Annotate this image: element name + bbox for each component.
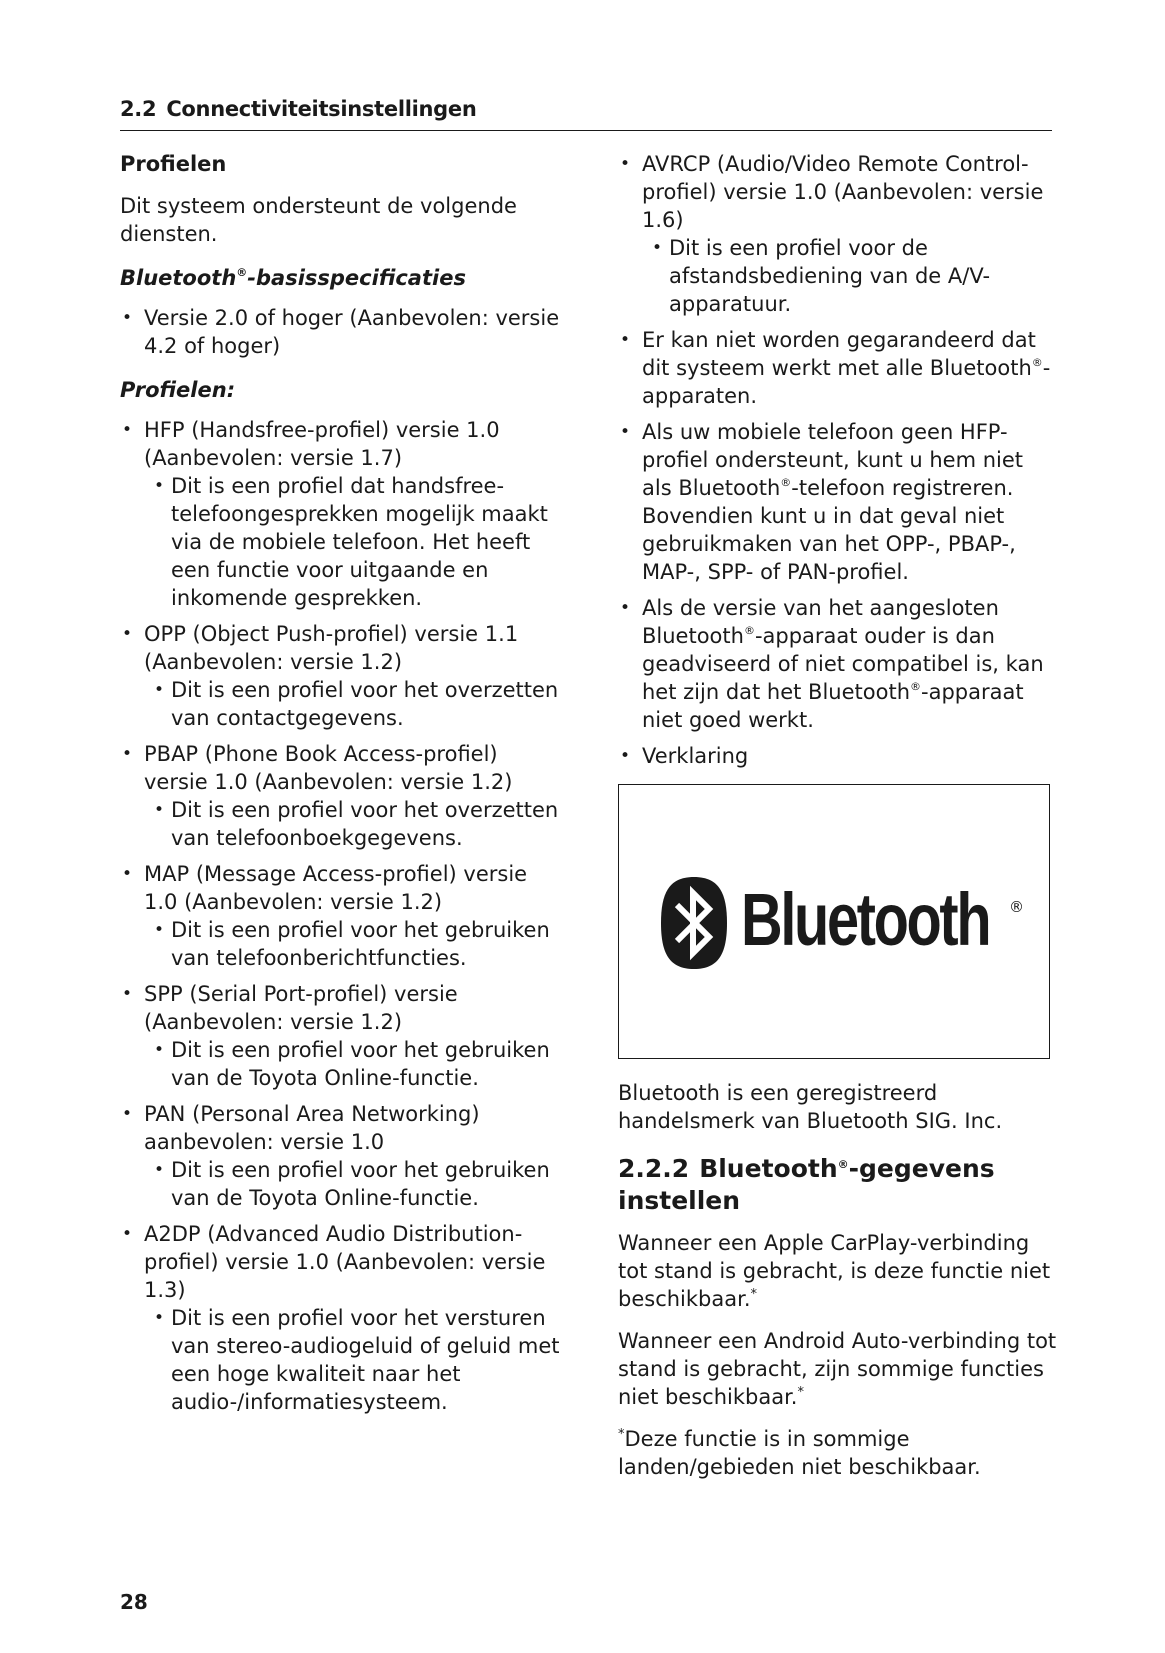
profile-label: PBAP (Phone Book Access-profiel) versie 1.0 (Aanbevolen: versie 1.2) — [144, 742, 513, 794]
note-text: -apparaat niet goed werkt. — [642, 680, 1024, 732]
profile-label: HFP (Handsfree-profiel) versie 1.0 (Aanbevolen: versie 1.7) — [144, 418, 500, 470]
spec-heading — [120, 264, 560, 292]
profile-desc: • Dit is een profiel voor het gebruiken van telefoonberichtfuncties. — [144, 916, 560, 972]
bluetooth-logo-box — [618, 784, 1050, 1059]
profile-label: OPP (Object Push-profiel) versie 1.1 (Aanbevolen: versie 1.2) — [144, 622, 519, 674]
profile-desc: • Dit is een profiel voor de afstandsbediening van de A/V-apparatuur. — [642, 234, 1058, 318]
note-text: -telefoon registreren. Bovendien kunt u in dat geval niet gebruikmaken van het OPP-, PBAP-, MAP-, SPP- of PAN-profiel. — [642, 476, 1016, 584]
profile-item-hfp — [120, 416, 560, 612]
page-number: 28 — [120, 1590, 148, 1614]
profile-desc: • Dit is een profiel dat handsfree-telefoongesprekken mogelijk maakt via de mobiele telefoon. Het heeft een functie voor uitgaande en inkomende gesprekken. — [144, 472, 560, 612]
note-text: Als de versie van het aangesloten Bluetooth — [642, 596, 999, 648]
profile-desc: • Dit is een profiel voor het versturen van stereo-audiogeluid of geluid met een hoge kwaliteit naar het audio-/informatiesysteem. — [144, 1304, 560, 1416]
version-list — [120, 304, 560, 360]
note-text: Wanneer een Apple CarPlay-verbinding tot stand is gebracht, is deze functie niet beschikbaar. — [618, 1231, 1051, 1311]
profile-desc: • Dit is een profiel voor het gebruiken van de Toyota Online-functie. — [144, 1036, 560, 1092]
profile-desc: • Dit is een profiel voor het overzetten van contactgegevens. — [144, 676, 560, 732]
note-compatibility — [618, 326, 1058, 410]
registered-mark: ® — [743, 624, 755, 637]
note-hfp — [618, 418, 1058, 586]
android-auto-note — [618, 1327, 1058, 1411]
profile-label: PAN (Personal Area Networking) aanbevolen: versie 1.0 — [144, 1102, 480, 1154]
spec-brand: Bluetooth — [120, 266, 237, 290]
right-column — [618, 150, 1058, 1495]
registered-mark: ® — [1031, 356, 1043, 369]
note-text: Als uw mobiele telefoon geen HFP-profiel ondersteunt, kunt u hem niet als Bluetooth — [642, 420, 1024, 500]
profiles-subheading: Profielen: — [120, 378, 236, 402]
profiles-heading: Profielen — [120, 152, 227, 176]
footnote-text: Deze functie is in sommige landen/gebieden niet beschikbaar. — [618, 1427, 981, 1479]
profile-item-spp — [120, 980, 560, 1092]
note-text: Wanneer een Android Auto-verbinding tot stand is gebracht, zijn sommige functies niet beschikbaar. — [618, 1329, 1057, 1409]
trademark-text: Bluetooth is een geregistreerd handelsmerk van Bluetooth SIG. Inc. — [618, 1081, 1003, 1133]
registered-mark: ® — [780, 476, 792, 489]
subsection-heading — [618, 1153, 1058, 1217]
profile-item-pbap — [120, 740, 560, 852]
registered-mark: ® — [837, 1158, 849, 1171]
registered-mark: ® — [910, 680, 922, 693]
note-text: -apparaat ouder is dan geadviseerd of niet compatibel is, kan het zijn dat het Bluetooth — [642, 624, 1044, 704]
verklaring-item: • Verklaring — [618, 742, 1058, 770]
profile-item-opp — [120, 620, 560, 732]
subsection-number: 2.2.2 — [618, 1154, 690, 1183]
asterisk: * — [618, 1427, 625, 1442]
footnote — [618, 1425, 1058, 1481]
subsection-title: -gegevens instellen — [618, 1154, 995, 1215]
profile-desc: • Dit is een profiel voor het gebruiken van de Toyota Online-functie. — [144, 1156, 560, 1212]
bluetooth-wordmark: Bluetooth — [741, 878, 990, 961]
profile-item-map — [120, 860, 560, 972]
profile-label: AVRCP (Audio/Video Remote Control-profiel) versie 1.0 (Aanbevolen: versie 1.6) — [642, 152, 1044, 232]
profile-list — [120, 416, 560, 1416]
asterisk: * — [797, 1385, 804, 1400]
spec-suffix: -basisspecificaties — [247, 266, 466, 290]
logo-registered-mark: ® — [1009, 898, 1024, 916]
section-header — [120, 97, 1052, 131]
section-title: Connectiviteitsinstellingen — [166, 97, 477, 121]
left-column — [120, 150, 560, 1424]
list-item: • Versie 2.0 of hoger (Aanbevolen: versie 4.2 of hoger) — [120, 304, 560, 360]
profile-item-avrcp — [618, 150, 1058, 318]
asterisk: * — [750, 1287, 757, 1302]
profile-label: MAP (Message Access-profiel) versie 1.0 (Aanbevolen: versie 1.2) — [144, 862, 528, 914]
right-list — [618, 150, 1058, 770]
profile-item-pan — [120, 1100, 560, 1212]
profile-label: A2DP (Advanced Audio Distribution-profiel) versie 1.0 (Aanbevolen: versie 1.3) — [144, 1222, 546, 1302]
bluetooth-rune-icon — [659, 875, 729, 971]
profile-item-a2dp — [120, 1220, 560, 1416]
note-version — [618, 594, 1058, 734]
registered-mark: ® — [236, 266, 248, 279]
note-text: -apparaten. — [642, 356, 1051, 408]
profile-desc: • Dit is een profiel voor het overzetten van telefoonboekgegevens. — [144, 796, 560, 852]
profile-label: SPP (Serial Port-profiel) versie (Aanbevolen: versie 1.2) — [144, 982, 458, 1034]
note-text: Er kan niet worden gegarandeerd dat dit systeem werkt met alle Bluetooth — [642, 328, 1036, 380]
carplay-note — [618, 1229, 1058, 1313]
section-number: 2.2 — [120, 97, 157, 121]
subsection-title: Bluetooth — [699, 1154, 838, 1183]
intro-text: Dit systeem ondersteunt de volgende diensten. — [120, 194, 517, 246]
